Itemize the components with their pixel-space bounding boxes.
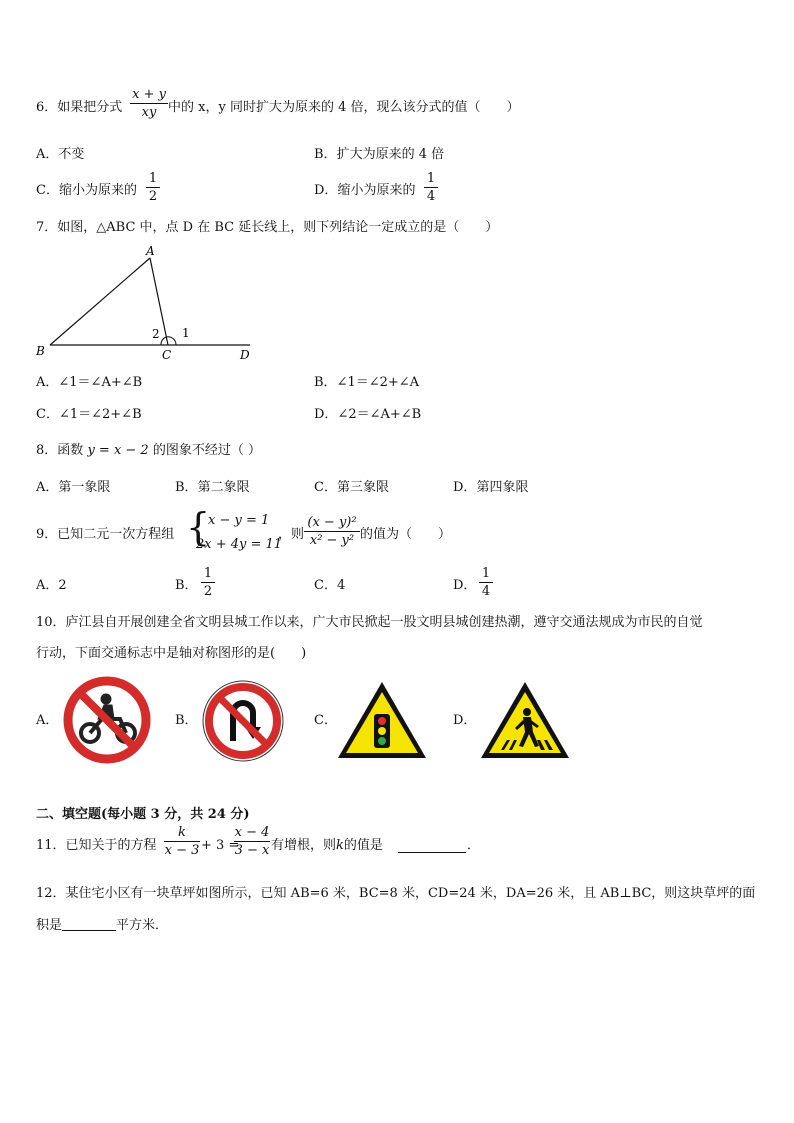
line-ba [50, 258, 150, 345]
q6-option-b: B．扩大为原来的 4 倍 [314, 147, 445, 162]
q6-option-a: A．不变 [36, 147, 85, 162]
q9-mid: ，则 [278, 527, 305, 542]
q7-option-d: D．∠2＝∠A+∠B [314, 407, 422, 422]
q6-option-d-fraction: 1 4 [424, 172, 438, 203]
q9-equation-2: 2x + 4y = 11 [196, 537, 283, 552]
q9-fraction: (x − y)² x² − y² [304, 516, 360, 547]
label-c: C [162, 348, 172, 362]
q9-option-d-fraction: 1 4 [479, 567, 493, 598]
q11-end: ． [467, 838, 481, 853]
q10-option-b-label: B． [175, 713, 198, 728]
label-b: B [36, 344, 45, 358]
label-angle-2: 2 [152, 327, 160, 341]
q9-option-b: B． [175, 578, 198, 593]
q6-stem-suffix: 中的 x，y 同时扩大为原来的 4 倍，现么该分式的值（ ） [168, 100, 520, 115]
q10-stem-line1: 10．庐江县自开展创建全省文明县城工作以来，广大市民掀起一股文明县城创建热潮，遵守交通法规成为市民的自觉 [36, 615, 703, 630]
q6-option-c-fraction: 1 2 [146, 172, 160, 203]
q7-option-b: B．∠1＝∠2+∠A [314, 375, 420, 390]
q10-stem-line2: 行动，下面交通标志中是轴对称图形的是( ) [36, 646, 307, 661]
traffic-light-warning-icon [336, 680, 428, 760]
label-angle-1: 1 [182, 326, 190, 340]
q8-option-c: C．第三象限 [314, 480, 389, 495]
q10-option-c-label: C． [314, 713, 337, 728]
q10-option-d-label: D． [453, 713, 477, 728]
angle-2-arc [161, 337, 166, 345]
pedestrian-crossing-warning-icon [479, 680, 571, 760]
label-a: A [146, 244, 155, 258]
label-d: D [240, 348, 250, 362]
q9-option-b-fraction: 1 2 [201, 567, 215, 598]
q9-equation-1: x − y = 1 [208, 513, 270, 528]
q9-stem-suffix: 的值为（ ） [360, 527, 452, 542]
q10-option-a-label: A． [36, 713, 59, 728]
q9-stem: 9．已知二元一次方程组 [36, 527, 175, 542]
no-u-turn-icon [201, 679, 285, 763]
q8-option-a: A．第一象限 [36, 480, 111, 495]
q11-stem-suffix: 有增根，则k的值是 [271, 838, 383, 853]
q11-plus: + 3 = [201, 838, 240, 853]
q9-brace: { [186, 505, 211, 549]
q9-option-d: D． [453, 578, 477, 593]
q6-option-c: C．缩小为原来的 [36, 183, 137, 198]
q11-answer-blank[interactable] [398, 852, 466, 853]
q7-stem: 7．如图，△ABC 中，点 D 在 BC 延长线上，则下列结论一定成立的是（ ） [36, 220, 499, 235]
q12-stem-line2: 积是 平方米． [36, 918, 169, 933]
q11-stem: 11．已知关于的方程 [36, 838, 157, 853]
no-motorcycle-icon [62, 675, 152, 765]
q8-stem: 8．函数 y = x − 2 的图象不经过（ ） [36, 443, 261, 458]
q9-option-c: C．4 [314, 578, 346, 593]
q12-stem-line1: 12．某住宅小区有一块草坪如图所示，已知 AB=6 米，BC=8 米，CD=24 米，DA=26 米，且 AB⊥BC，则这块草坪的面 [36, 886, 756, 901]
q6-stem: 6．如果把分式 [36, 100, 123, 115]
q8-option-d: D．第四象限 [453, 480, 529, 495]
q6-fraction: x + y xy [130, 88, 168, 119]
q7-option-a: A．∠1＝∠A+∠B [36, 375, 143, 390]
q8-option-b: B．第二象限 [175, 480, 250, 495]
q9-option-a: A．2 [36, 578, 67, 593]
q7-triangle-figure [30, 240, 290, 360]
q11-fraction-2: x − 4 3 − x [234, 825, 270, 858]
q8-formula: y = x − 2 [87, 443, 149, 458]
q7-option-c: C．∠1＝∠2+∠B [36, 407, 142, 422]
q11-fraction-1: k x − 3 [164, 825, 200, 858]
q6-option-d: D．缩小为原来的 [314, 183, 416, 198]
section-2-title: 二、填空题(每小题 3 分，共 24 分) [36, 807, 250, 822]
q12-answer-blank[interactable] [62, 918, 116, 931]
